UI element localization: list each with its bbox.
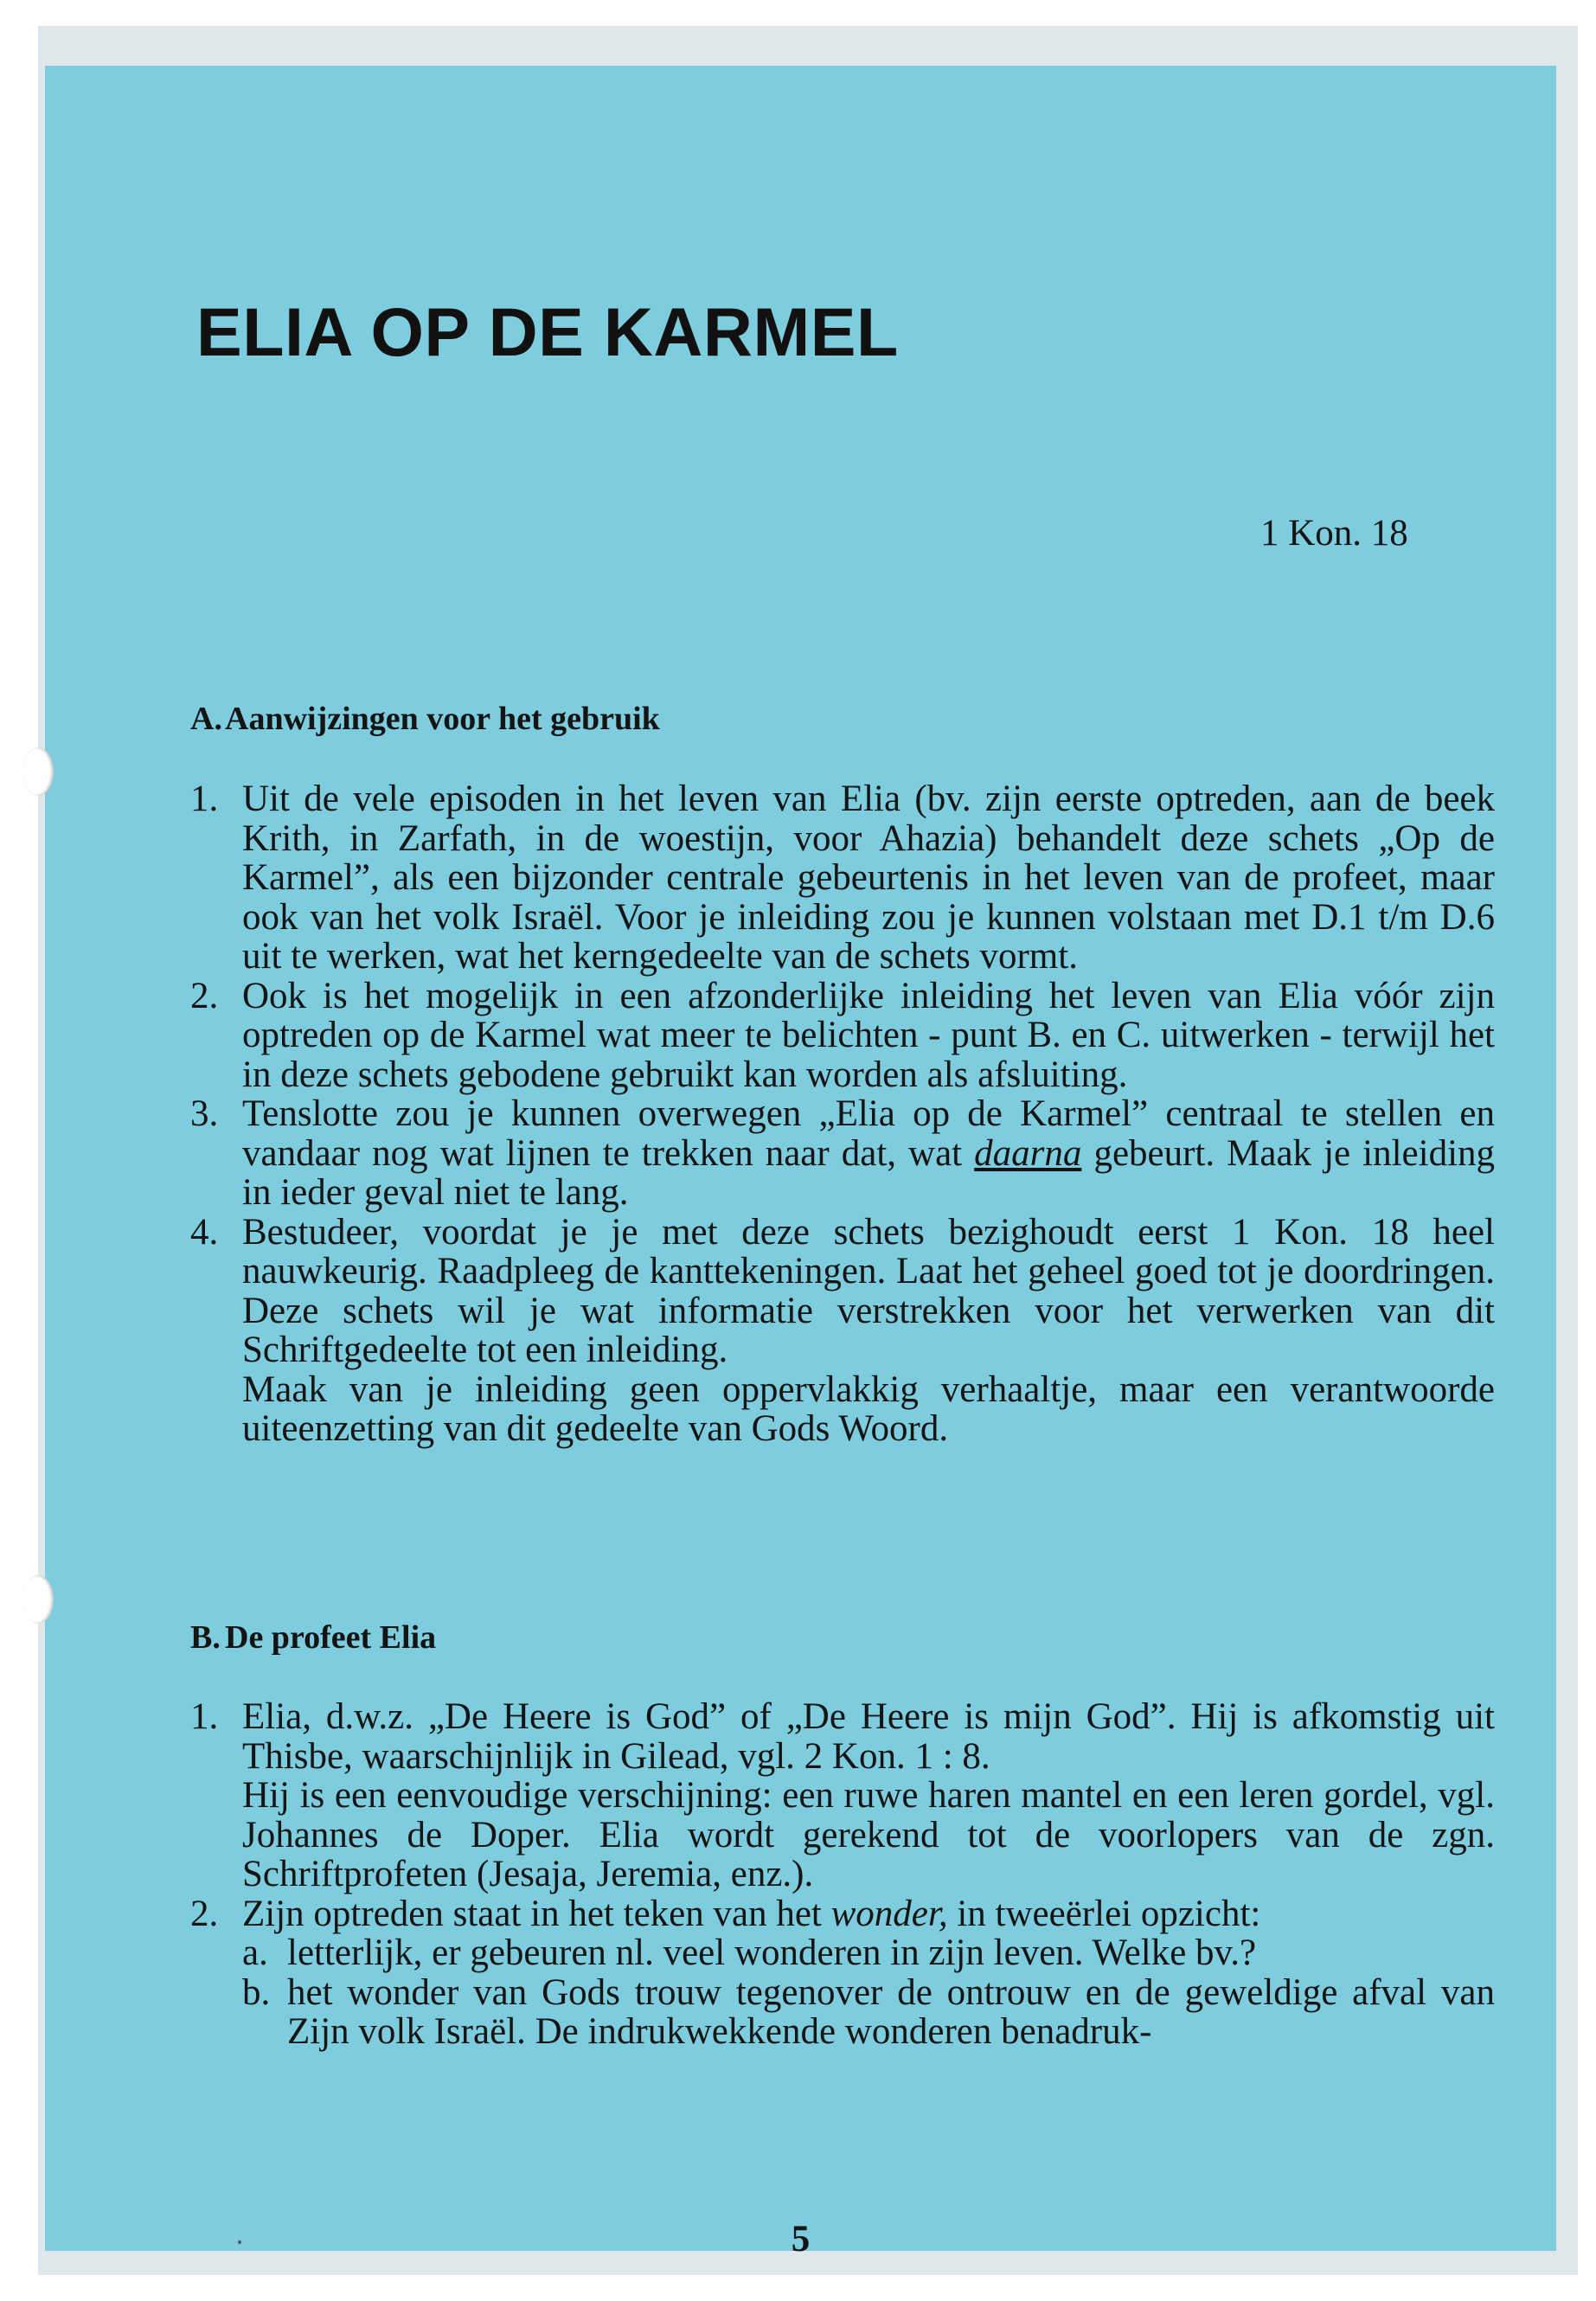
list-item: [190, 1894, 1495, 2052]
list-item: [190, 977, 1495, 1095]
item-text-part: Zijn optreden staat in het teken van het: [242, 1893, 822, 1934]
scan-speck: [238, 2240, 241, 2244]
section-a-label: A.: [190, 701, 222, 737]
sub-item-text: letterlijk, er gebeuren nl. veel wonderen in zijn leven. Welke bv.?: [287, 1932, 1257, 1973]
section-a-heading: [190, 700, 660, 738]
sub-list: [242, 1933, 1495, 2052]
punch-hole-bottom: [22, 1575, 54, 1624]
item-text-part: gebeurt. Maak je inleiding in ieder geval niet te lang.: [242, 1132, 1496, 1213]
item-number: 4.: [190, 1211, 219, 1253]
item-text-part: in tweeërlei opzicht:: [957, 1893, 1261, 1934]
sub-list-item: [242, 1933, 1495, 1973]
item-number: 3.: [190, 1093, 219, 1134]
sub-item-text: het wonder van Gods trouw tegenover de ontrouw en de geweldige afval van Zijn volk Israël. De indrukwekkende wonderen benadruk-: [287, 1971, 1495, 2052]
item-text-continued: Hij is een eenvoudige verschijning: een ruwe haren mantel en een leren gordel, vgl. Johannes de Doper. Elia wordt gerekend tot de voorlopers van de zgn. Schriftprofeten (Jesaja, Jeremia, enz.).: [242, 1775, 1495, 1894]
section-a-list: [190, 779, 1495, 1449]
list-item: [190, 1213, 1495, 1449]
item-text-continued: Maak van je inleiding geen oppervlakkig verhaaltje, maar een verantwoorde uiteenzetting van dit gedeelte van Gods Woord.: [242, 1368, 1495, 1449]
item-number: 1.: [190, 1696, 219, 1737]
emphasized-word: wonder,: [830, 1893, 948, 1934]
scripture-reference: 1 Kon. 18: [1260, 513, 1408, 554]
list-item: [190, 1697, 1495, 1894]
item-number: 2.: [190, 975, 219, 1016]
section-a-title: Aanwijzingen voor het gebruik: [225, 701, 660, 737]
document-page: [45, 66, 1556, 2259]
page-number: 5: [791, 2219, 811, 2259]
sub-list-item: [242, 1973, 1495, 2052]
item-text: [242, 1894, 1495, 1934]
section-b-heading: [190, 1618, 436, 1657]
sub-item-letter: a.: [242, 1932, 268, 1973]
item-text-part: Tenslotte zou je kunnen overwegen „Elia op de Karmel” centraal te stellen en vandaar nog wat lijnen te trekken naar dat, wat: [242, 1093, 1495, 1174]
item-text: Ook is het mogelijk in een afzonderlijke inleiding het leven van Elia vóór zijn optreden op de Karmel wat meer te belichten - punt B. en C. uitwerken - terwijl het in deze schets gebodene gebruikt kan worden als afsluiting.: [242, 975, 1495, 1095]
item-text: Elia, d.w.z. „De Heere is God” of „De Heere is mijn God”. Hij is afkomstig uit Thisbe, waarschijnlijk in Gilead, vgl. 2 Kon. 1 : 8.: [242, 1696, 1495, 1777]
page-title: ELIA OP DE KARMEL: [196, 293, 899, 370]
list-item: [190, 779, 1495, 977]
item-text: Uit de vele episoden in het leven van Elia (bv. zijn eerste optreden, aan de beek Krith, in Zarfath, in de woestijn, voor Ahazia) behandelt deze schets „Op de Karmel”, als een bijzonder centrale gebeurtenis in het leven van de profeet, maar ook van het volk Israël. Voor je inleiding zou je kunnen volstaan met D.1 t/m D.6 uit te werken, wat het kerngedeelte van de schets vormt.: [242, 779, 1495, 977]
emphasized-word: daarna: [974, 1132, 1082, 1174]
item-text: [242, 1094, 1495, 1213]
sub-item-letter: b.: [242, 1971, 271, 2013]
item-number: 1.: [190, 779, 219, 819]
item-number: 2.: [190, 1893, 219, 1934]
punch-hole-top: [22, 747, 54, 796]
section-b-title: De profeet Elia: [225, 1619, 437, 1656]
section-b-label: B.: [190, 1619, 221, 1656]
section-b-list: [190, 1697, 1495, 2052]
list-item: [190, 1094, 1495, 1213]
item-text: Bestudeer, voordat je je met deze schets bezighoudt eerst 1 Kon. 18 heel nauwkeurig. Raadpleeg de kanttekeningen. Laat het geheel goed tot je doordringen. Deze schets wil je wat informatie verstrekken voor het verwerken van dit Schriftgedeelte tot een inleiding.: [242, 1211, 1495, 1370]
